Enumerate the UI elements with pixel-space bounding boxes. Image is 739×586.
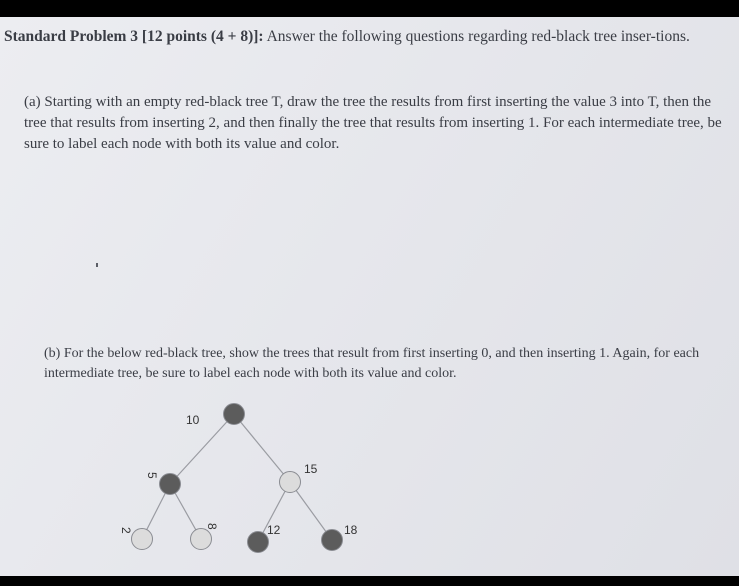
tree-edge xyxy=(234,414,290,482)
tree-node-label: 15 xyxy=(304,462,318,476)
tree-node-black xyxy=(224,404,245,425)
tree-node-label: 2 xyxy=(119,527,133,534)
tree-node-label: 8 xyxy=(205,523,219,530)
document-page xyxy=(0,17,739,576)
part-b-label: (b) xyxy=(44,346,61,361)
part-a-label: (a) xyxy=(24,94,41,110)
tree-node-black xyxy=(322,530,343,551)
tree-node-label: 12 xyxy=(267,523,281,537)
tree-node-red xyxy=(280,472,301,493)
tree-node-black xyxy=(160,474,181,495)
problem-intro: Answer the following questions regarding red-black tree inser-tions. xyxy=(266,28,690,45)
tree-node-label: 5 xyxy=(145,472,159,479)
tree-edge xyxy=(170,414,234,484)
tree-node-black xyxy=(248,532,269,553)
part-a-text: Starting with an empty red-black tree T, draw the tree the results from first inserting the value 3 into T, then the tree that results from inserting 2, and then finally the tree that results from inserting 1. For each intermediate tree, be sure to label each node with both its value and color. xyxy=(24,94,722,152)
red-black-tree-diagram xyxy=(0,17,739,576)
tree-node-label: 18 xyxy=(344,523,358,537)
tree-node-red xyxy=(132,529,153,550)
part-b-text: For the below red-black tree, show the trees that result from first inserting 0, and then inserting 1. Again, for each intermediate tree, be sure to label each node with both its value and color. xyxy=(44,346,700,381)
tree-node-red xyxy=(191,529,212,550)
problem-title: Standard Problem 3 [12 points (4 + 8)]: xyxy=(4,28,264,45)
tree-node-label: 10 xyxy=(186,413,200,427)
